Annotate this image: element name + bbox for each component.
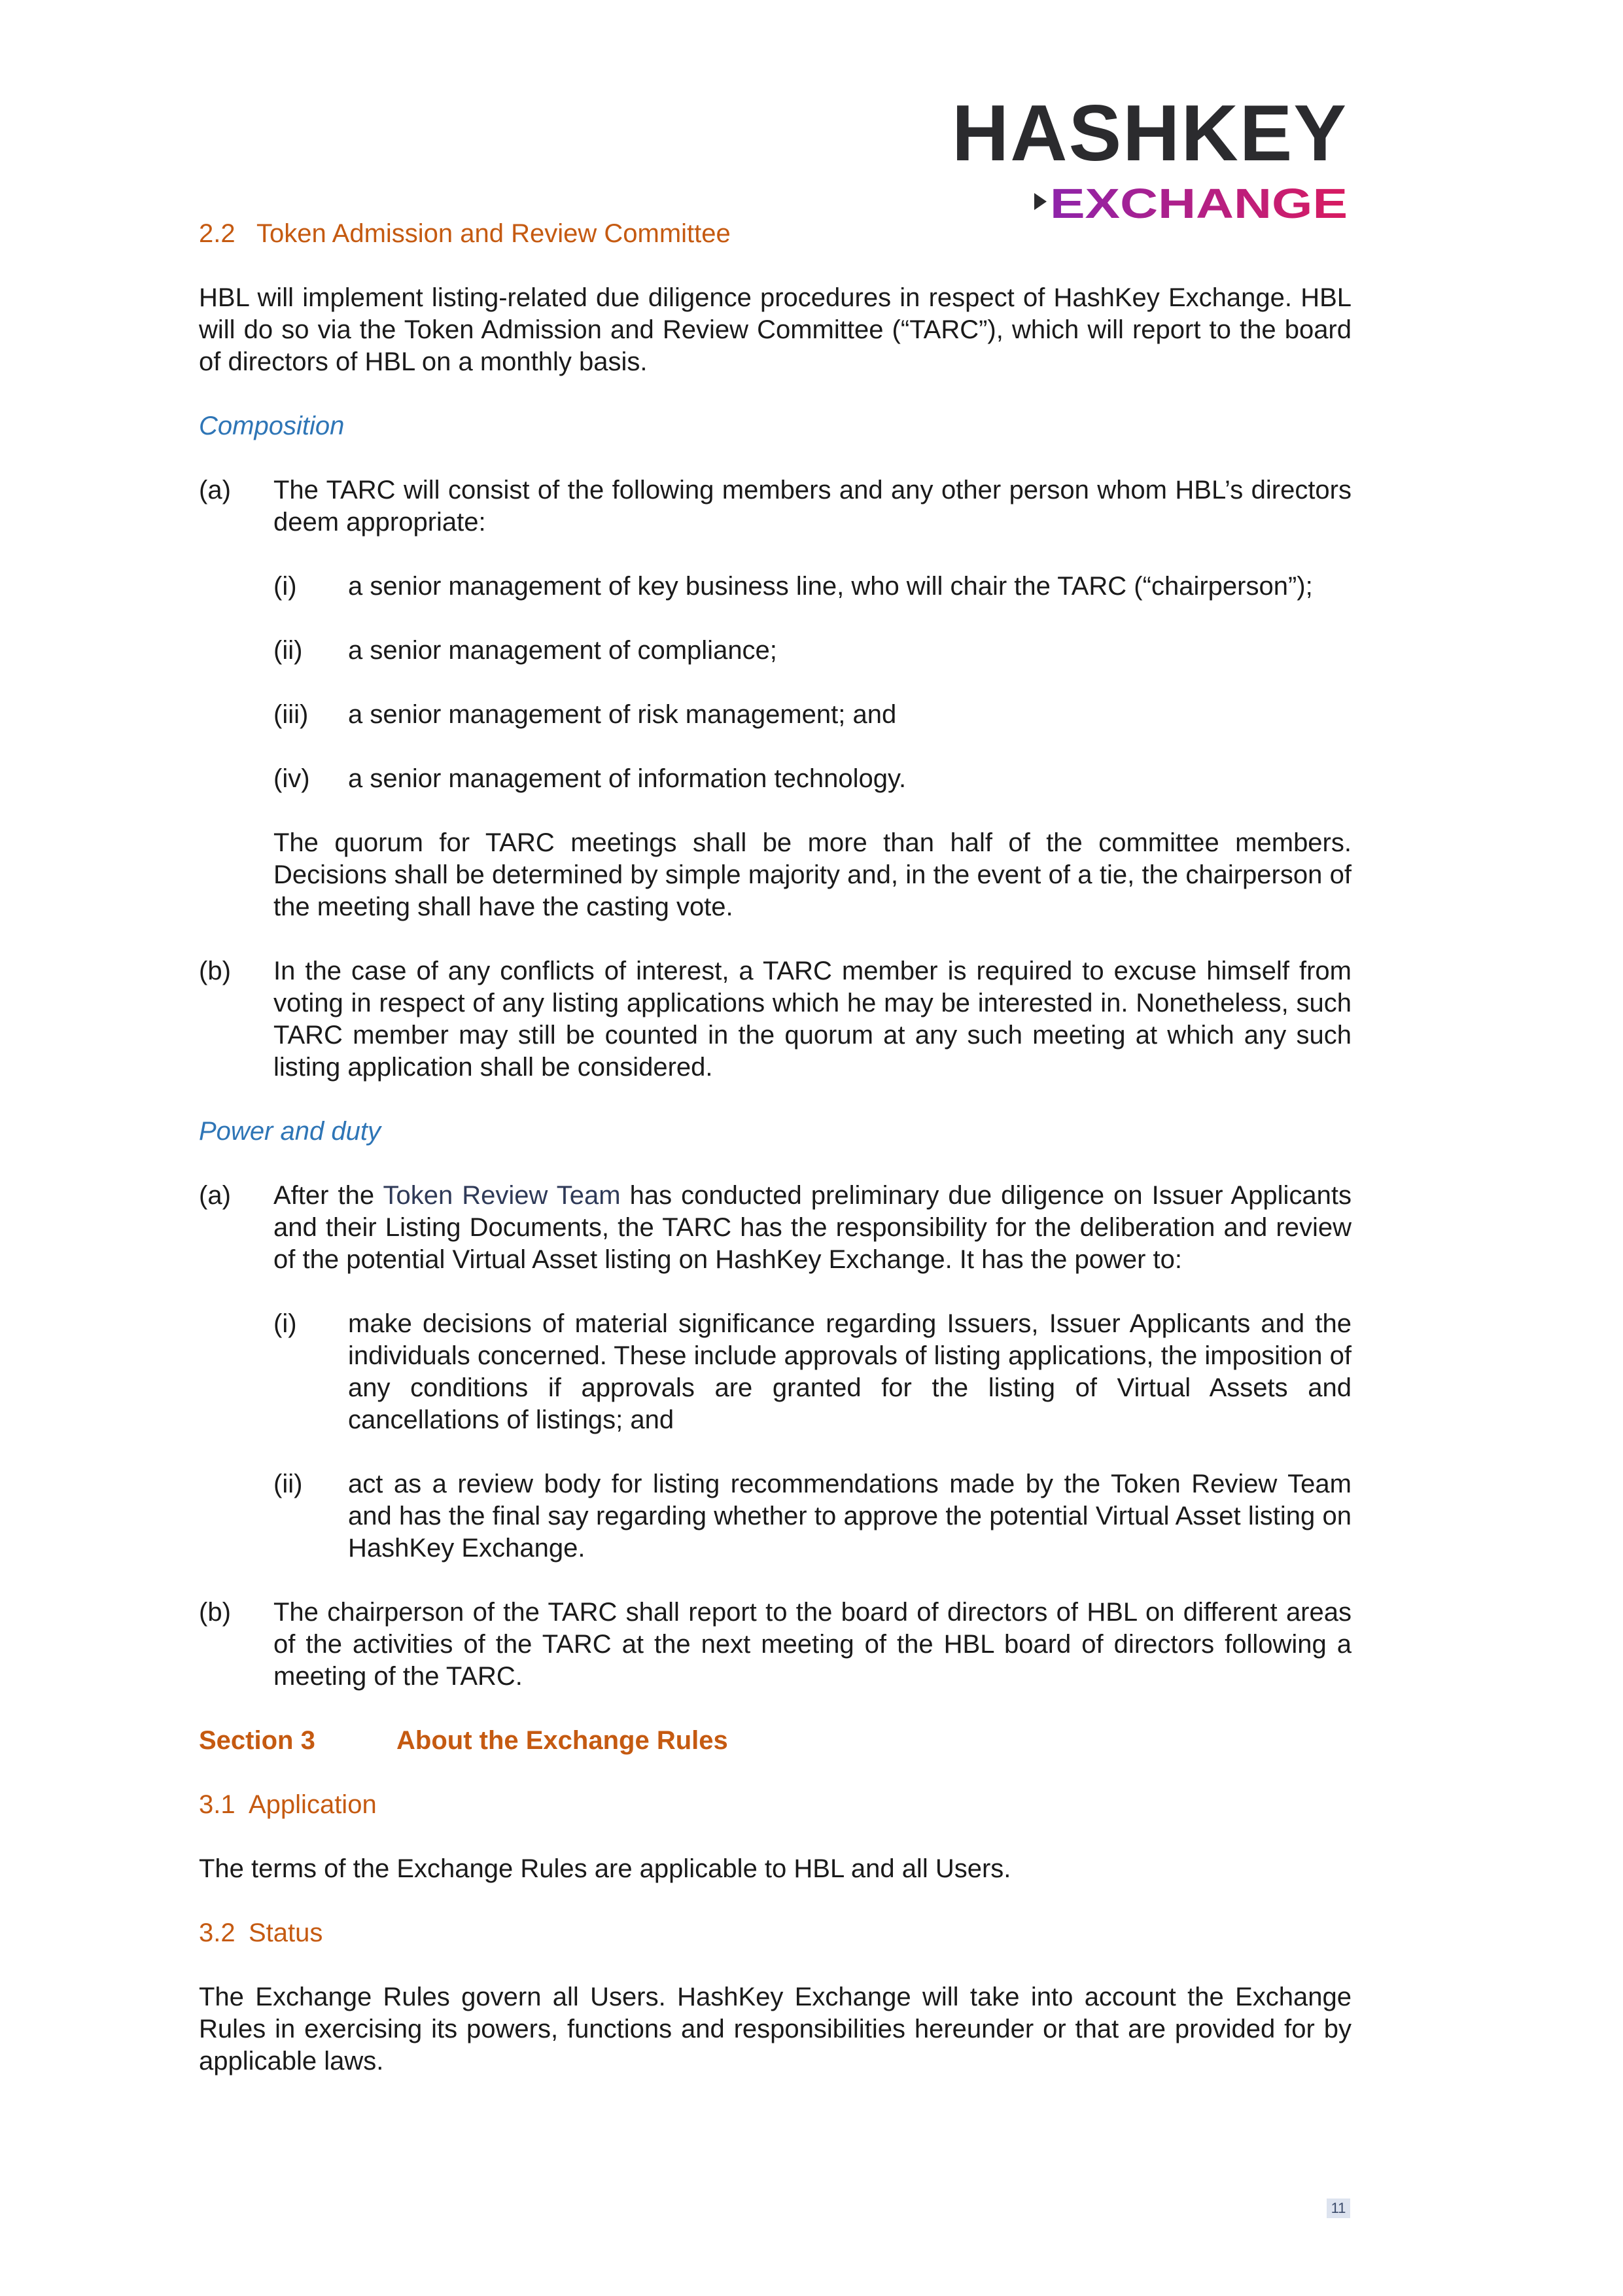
- document-body: [199, 218, 1352, 2077]
- list-item-power-b: [199, 1597, 1352, 1693]
- list-item-composition-a: [199, 474, 1352, 539]
- heading-section-3: [199, 1725, 1352, 1757]
- paragraph-quorum: The quorum for TARC meetings shall be more than half of the committee members. Decisions shall be determined by simple majority and, in the event of a tie, the chairperson of the meeting shall have the casting vote.: [273, 828, 1352, 921]
- paragraph-status: The Exchange Rules govern all Users. HashKey Exchange will take into account the Exchange Rules in exercising its powers, functions and responsibilities hereunder or that are provided for by applicable laws.: [199, 1983, 1352, 2075]
- item-label: (b): [199, 1598, 231, 1627]
- heading-3-1: [199, 1789, 1352, 1821]
- token-review-team-reference: Token Review Team: [383, 1181, 621, 1210]
- sub-item-text: a senior management of compliance;: [348, 636, 777, 665]
- item-text: The chairperson of the TARC shall report to the board of directors of HBL on different areas of the activities of the TARC at the next meeting of the HBL board of directors following a meeting of the TARC.: [273, 1598, 1352, 1691]
- heading-number: 3.1: [199, 1790, 236, 1819]
- item-text-post: has conducted preliminary due diligence on Issuer Applicants and their Listing Documents, the TARC has the responsibility for the deliberation and review of the potential Virtual Asset listing on HashKey Exchange. It has the power to:: [273, 1181, 1352, 1274]
- item-label: (a): [199, 1181, 231, 1210]
- paragraph-tarc-intro: HBL will implement listing-related due diligence procedures in respect of HashKey Exchange. HBL will do so via the Token Admission and Review Committee (“TARC”), which will report to the board of directors of HBL on a monthly basis.: [199, 283, 1352, 376]
- item-label: (b): [199, 957, 231, 985]
- heading-number: 3.2: [199, 1918, 236, 1947]
- sub-item-label: (ii): [273, 636, 303, 665]
- sub-item-text: a senior management of key business line, who will chair the TARC (“chairperson”);: [348, 572, 1313, 601]
- heading-number: 2.2: [199, 219, 236, 248]
- svg-text:HASHKEY: HASHKEY: [952, 95, 1348, 177]
- section-number: Section 3: [199, 1726, 315, 1755]
- item-text: The TARC will consist of the following members and any other person whom HBL’s directors deem appropriate:: [273, 476, 1352, 537]
- heading-title: Token Admission and Review Committee: [256, 219, 731, 248]
- hashkey-exchange-logo: [952, 95, 1351, 226]
- subheading-power-and-duty: Power and duty: [199, 1117, 381, 1146]
- sub-item-label: (ii): [273, 1470, 303, 1498]
- sub-item-label: (iv): [273, 764, 310, 793]
- heading-2-2: [199, 218, 1352, 250]
- sub-item-power-i: [273, 1308, 1352, 1436]
- page-number: 11: [1327, 2199, 1350, 2218]
- heading-3-2: [199, 1917, 1352, 1949]
- sub-item-composition-iii: [273, 699, 1352, 731]
- paragraph-application: The terms of the Exchange Rules are applicable to HBL and all Users.: [199, 1854, 1011, 1883]
- sub-item-composition-ii: [273, 635, 1352, 667]
- list-item-composition-b: [199, 955, 1352, 1084]
- sub-item-text: a senior management of information technology.: [348, 764, 907, 793]
- list-item-power-a: [199, 1180, 1352, 1276]
- sub-item-composition-iv: [273, 763, 1352, 795]
- svg-text:EXCHANGE: EXCHANGE: [1050, 180, 1348, 226]
- heading-title: Application: [249, 1790, 377, 1819]
- sub-item-text: act as a review body for listing recommendations made by the Token Review Team and has the final say regarding whether to approve the potential Virtual Asset listing on HashKey Exchange.: [348, 1470, 1352, 1563]
- section-title: About the Exchange Rules: [396, 1726, 728, 1755]
- sub-item-label: (iii): [273, 700, 309, 729]
- sub-item-power-ii: [273, 1468, 1352, 1564]
- sub-item-text: make decisions of material significance regarding Issuers, Issuer Applicants and the individuals concerned. These include approvals of listing applications, the imposition of any conditions if approvals are granted for the listing of Virtual Assets and cancellations of listings; and: [348, 1309, 1352, 1434]
- sub-item-label: (i): [273, 1309, 297, 1338]
- subheading-composition: Composition: [199, 412, 345, 440]
- sub-item-text: a senior management of risk management; and: [348, 700, 897, 729]
- heading-title: Status: [249, 1918, 323, 1947]
- sub-item-composition-i: [273, 571, 1352, 603]
- item-text-pre: After the: [273, 1181, 375, 1210]
- item-text: [273, 1180, 1352, 1276]
- item-text: In the case of any conflicts of interest, a TARC member is required to excuse himself from voting in respect of any listing applications which he may be interested in. Nonetheless, such TARC member may still be counted in the quorum at any such meeting at which any such listing application shall be considered.: [273, 957, 1352, 1082]
- item-label: (a): [199, 476, 231, 504]
- sub-item-label: (i): [273, 572, 297, 601]
